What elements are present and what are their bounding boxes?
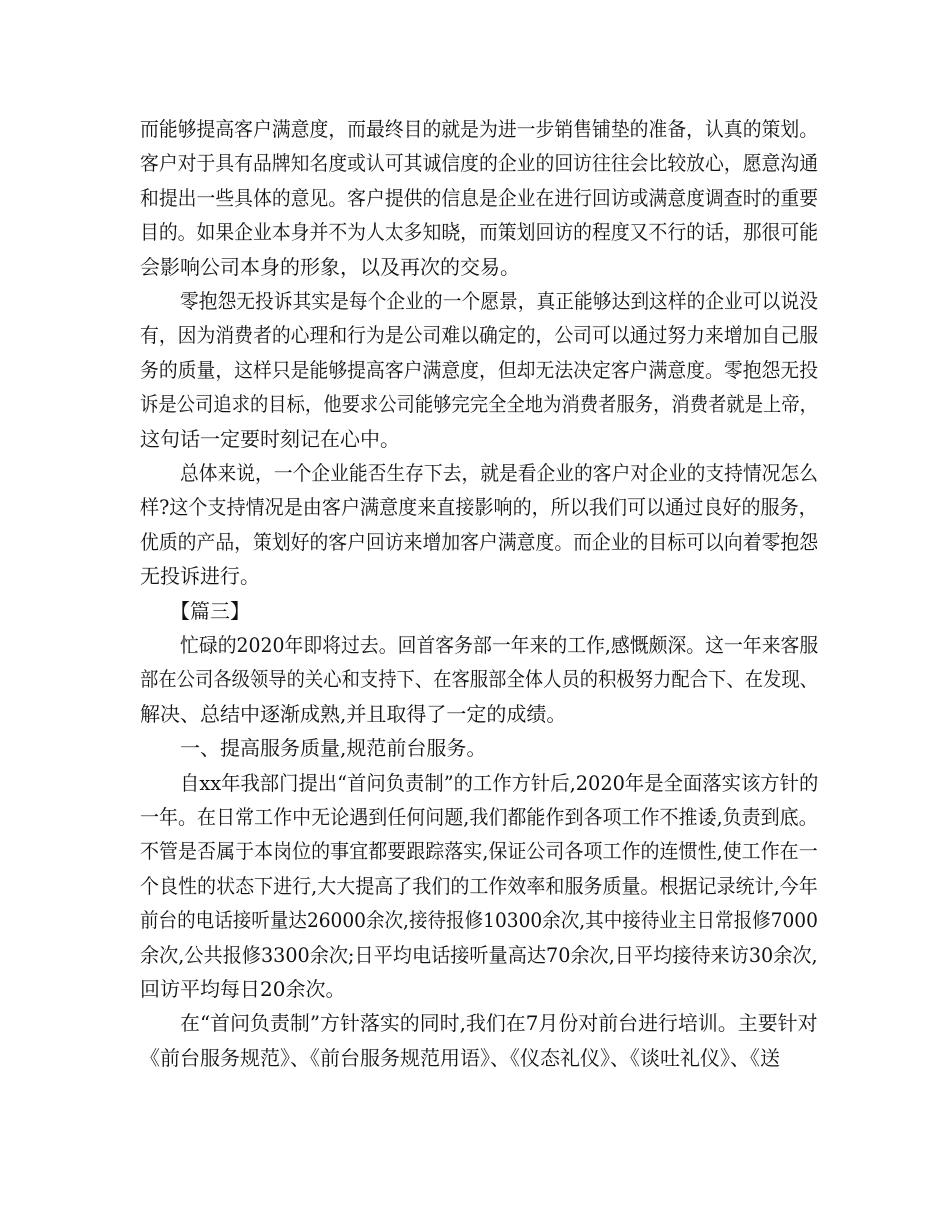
text-line: 而能够提高客户满意度，而最终目的就是为进一步销售铺垫的准备，认真的策划。 [140,117,819,141]
text-line: 目的。如果企业本身并不为人太多知晓，而策划回访的程度又不行的话，那很可能 [140,220,819,245]
text-line: 优质的产品，策划好的客户回访来增加客户满意度。而企业的目标可以向着零抱怨 [140,529,819,554]
text-line: 回访平均每日20余次。 [140,977,346,1001]
text-line: 务的质量，这样只是能够提高客户满意度，但却无法决定客户满意度。零抱怨无投 [140,357,819,382]
text-line: 诉是公司追求的目标，他要求公司能够完完全全地为消费者服务，消费者就是上帝， [140,392,818,417]
text-line: 一、提高服务质量,规范前台服务。 [180,736,487,761]
text-line: 总体来说，一个企业能否生存下去，就是看企业的客户对企业的支持情况怎么 [180,461,818,485]
text-line: 不管是否属于本岗位的事宜都要跟踪落实,保证公司各项工作的连惯性,使工作在一 [140,839,818,864]
text-line: 部在公司各级领导的关心和支持下、在客服部全体人员的积极努力配合下、在发现、 [140,667,818,692]
text-line: 客户对于具有品牌知名度或认可其诚信度的企业的回访往往会比较放心，愿意沟通 [140,151,819,176]
text-line: 忙碌的2020年即将过去。回首客务部一年来的工作,感慨颇深。这一年来客服 [180,633,819,657]
text-line: 有，因为消费者的心理和行为是公司难以确定的，公司可以通过努力来增加自己服 [140,323,819,348]
text-line: 个良性的状态下进行,大大提高了我们的工作效率和服务质量。根据记录统计,今年 [140,873,818,898]
text-line: 样?这个支持情况是由客户满意度来直接影响的，所以我们可以通过良好的服务， [140,495,818,520]
text-line: 自xx年我部门提出“首问负责制”的工作方针后,2020年是全面落实该方针的 [180,770,819,795]
text-line: 零抱怨无投诉其实是每个企业的一个愿景，真正能够达到这样的企业可以说没 [180,289,818,313]
text-line: 无投诉进行。 [140,564,260,589]
text-line: 《前台服务规范》、《前台服务规范用语》、《仪态礼仪》、《谈吐礼仪》、《送 [140,1045,780,1070]
text-line: 在“首问负责制”方针落实的同时,我们在7月份对前台进行培训。主要针对 [180,1011,818,1036]
text-line: 【篇三】 [170,598,250,623]
text-line: 一年。在日常工作中无论遇到任何问题,我们都能作到各项工作不推诿,负责到底。 [140,805,818,829]
text-line: 解决、总结中逐渐成熟,并且取得了一定的成绩。 [140,701,567,726]
text-line: 会影响公司本身的形象，以及再次的交易。 [140,254,520,279]
text-line: 这句话一定要时刻记在心中。 [140,426,400,451]
text-line: 和提出一些具体的意见。客户提供的信息是企业在进行回访或满意度调查时的重要 [140,185,819,210]
text-line: 余次,公共报修3300余次;日平均电话接听量高达70余次,日平均接待来访30余次, [140,942,818,967]
text-line: 前台的电话接听量达26000余次,接待报修10300余次,其中接待业主日常报修7000 [140,908,818,933]
